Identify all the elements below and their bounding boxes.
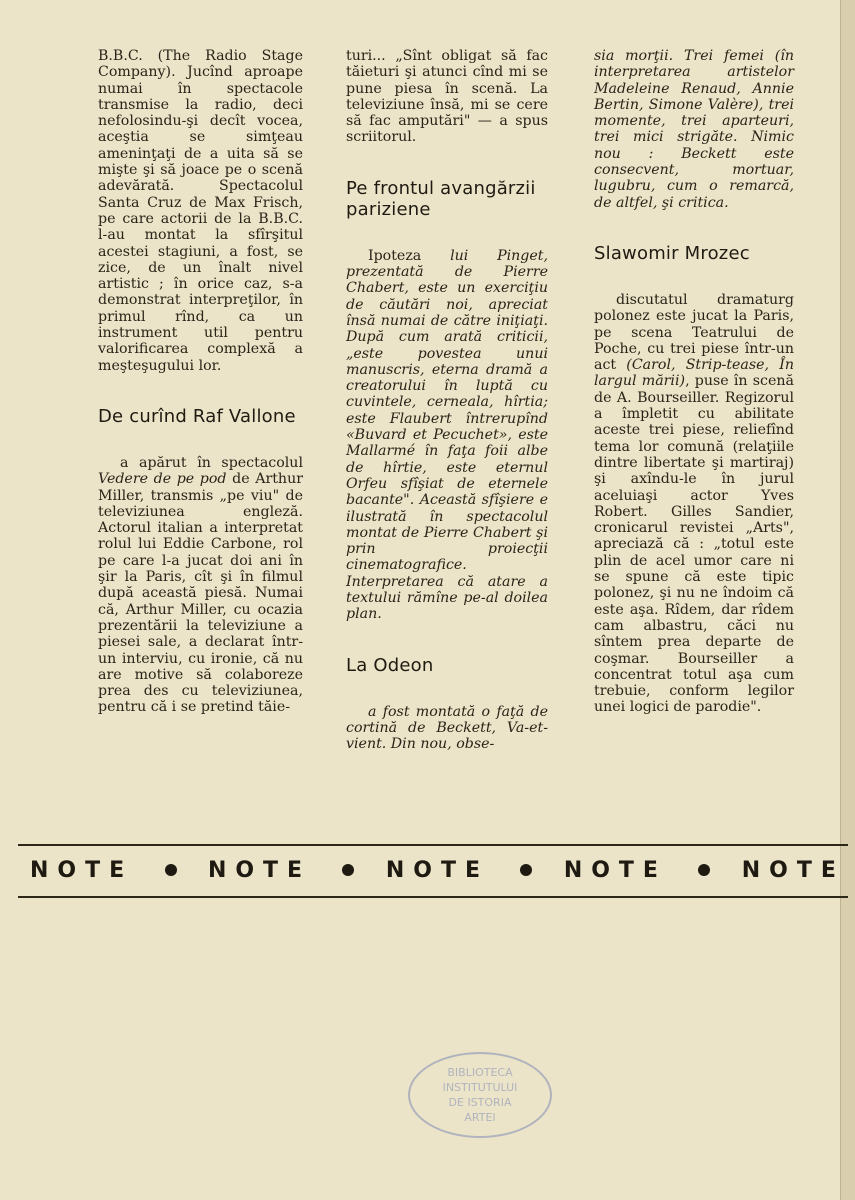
paragraph xyxy=(594,292,794,716)
library-stamp xyxy=(408,1052,552,1138)
column-1 xyxy=(98,48,303,716)
column-3 xyxy=(594,48,794,716)
notes-banner xyxy=(30,852,845,888)
stamp-text: BIBLIOTECA xyxy=(447,1066,513,1079)
italic-text: lui Pinget, prezentată de Pierre Chabert, este un exerciţiu de căutări noi, apreciat însă numai de către iniţiaţi. După cum arată criticii, „este povestea unui manuscris, eterna dramă a creatorului în luptă cu cuvintele, cerneala, hîrtia; este Flaubert întrerupînd «Buvard et Pecuchet», este Mallarmé în faţa foii albe de hîrtie, este eternul Orfeu sfîşiat de eternele bacante". Această sfîşiere e ilustrată în spectacolul montat de Pierre Chabert şi prin proiecţii cinematografice. Interpretarea că atare a textului rămîne pe-al doilea plan. xyxy=(346,247,548,623)
banner-word: NOTE xyxy=(207,857,312,883)
banner-word: NOTE xyxy=(741,857,845,883)
stamp-text: ARTEI xyxy=(464,1111,496,1124)
bullet-icon xyxy=(698,864,710,876)
page-edge xyxy=(840,0,855,1200)
paragraph xyxy=(98,455,303,716)
banner-word: NOTE xyxy=(30,857,134,883)
play-titles: (Carol, Strip-tease, În largul mării) xyxy=(594,357,794,390)
section-heading: La Odeon xyxy=(346,654,434,676)
paragraph xyxy=(346,248,548,623)
banner-word: NOTE xyxy=(385,857,490,883)
banner-rule-top xyxy=(18,844,848,846)
section-heading: De curînd Raf Vallone xyxy=(98,405,296,427)
section-heading: Slawomir Mrozec xyxy=(594,242,750,264)
banner-rule-bottom xyxy=(18,896,848,898)
banner-word: NOTE xyxy=(563,857,667,883)
text-span: , puse în scenă de A. Bourseiller. Regizorul a împletit cu abilitate aceste trei piese, reliefînd tema lor comună (relaţiile dintre libertate şi martiraj) şi axîndu-le în jurul aceluiaşi actor Yves Robert. Gilles Sandier, cronicarul revistei „Arts", apreciază că : „totul este plin de acel umor care ni se spune că este tipic polonez, şi nu ne îndoim că este aşa. Rîdem, dar rîdem cam albastru, căci nu sîntem prea departe de coşmar. Bourseiller a concentrat totul aşa cum trebuie, conform legilor unei logici de parodie". xyxy=(594,373,794,716)
text-span: Ipoteza xyxy=(368,247,451,264)
text-span: de Arthur Miller, transmis „pe viu" de televiziunea engleză. Actorul italian a interpretat rolul lui Eddie Carbone, rol pe care l-a jucat doi ani în şir la Paris, cît şi în filmul după această piesă. Numai că, Arthur Miller, cu ocazia prezentării la televiziune a piesei sale, a declarat într-un interviu, cu ironie, că nu are motive să colaboreze prea des cu televiziunea, pentru că i se pretind tăie- xyxy=(98,471,303,716)
text-span: a apărut în spectacolul xyxy=(120,454,303,471)
stamp-text: DE ISTORIA xyxy=(448,1096,512,1109)
bullet-icon xyxy=(520,864,532,876)
section-heading: Pe frontul avangărzii pariziene xyxy=(346,177,536,220)
paragraph: turi... „Sînt obligat să fac tăieturi şi atunci cînd mi se pune piesa în scenă. La televiziune însă, mi se cere să fac amputări" — a spus scriitorul. xyxy=(346,48,548,146)
bullet-icon xyxy=(165,864,177,876)
stamp-text: INSTITUTULUI xyxy=(442,1081,518,1094)
paragraph: sia morţii. Trei femei (în interpretarea artistelor Madeleine Renaud, Annie Bertin, Simone Valère), trei momente, trei aparteuri, trei mici strigăte. Nimic nou : Beckett este consecvent, mortuar, lugubru, cum o remarcă, de altfel, şi critica. xyxy=(594,48,794,211)
column-2 xyxy=(346,48,548,753)
paragraph: a fost montată o faţă de cortină de Beckett, Va-et-vient. Din nou, obse- xyxy=(346,703,548,753)
bullet-icon xyxy=(342,864,354,876)
text-span: discutatul dramaturg polonez este jucat la Paris, pe scena Teatrului de Poche, cu trei piese într-un act xyxy=(594,291,794,374)
paragraph: B.B.C. (The Radio Stage Company). Jucînd aproape numai în spectacole transmise la radio, deci nefolosindu-şi decît vocea, aceştia se simţeau ameninţaţi de a uita să se mişte şi să joace pe o scenă adevărată. Spectacolul Santa Cruz de Max Frisch, pe care actorii de la B.B.C. l-au montat la sfîrşitul acestei stagiuni, a fost, se zice, de un înalt nivel artistic ; în orice caz, s-a demonstrat interpreţilor, în primul rînd, ca un instrument util pentru valorificarea complexă a meşteşugului lor. xyxy=(98,48,303,374)
play-title: Vedere de pe pod xyxy=(98,471,227,488)
